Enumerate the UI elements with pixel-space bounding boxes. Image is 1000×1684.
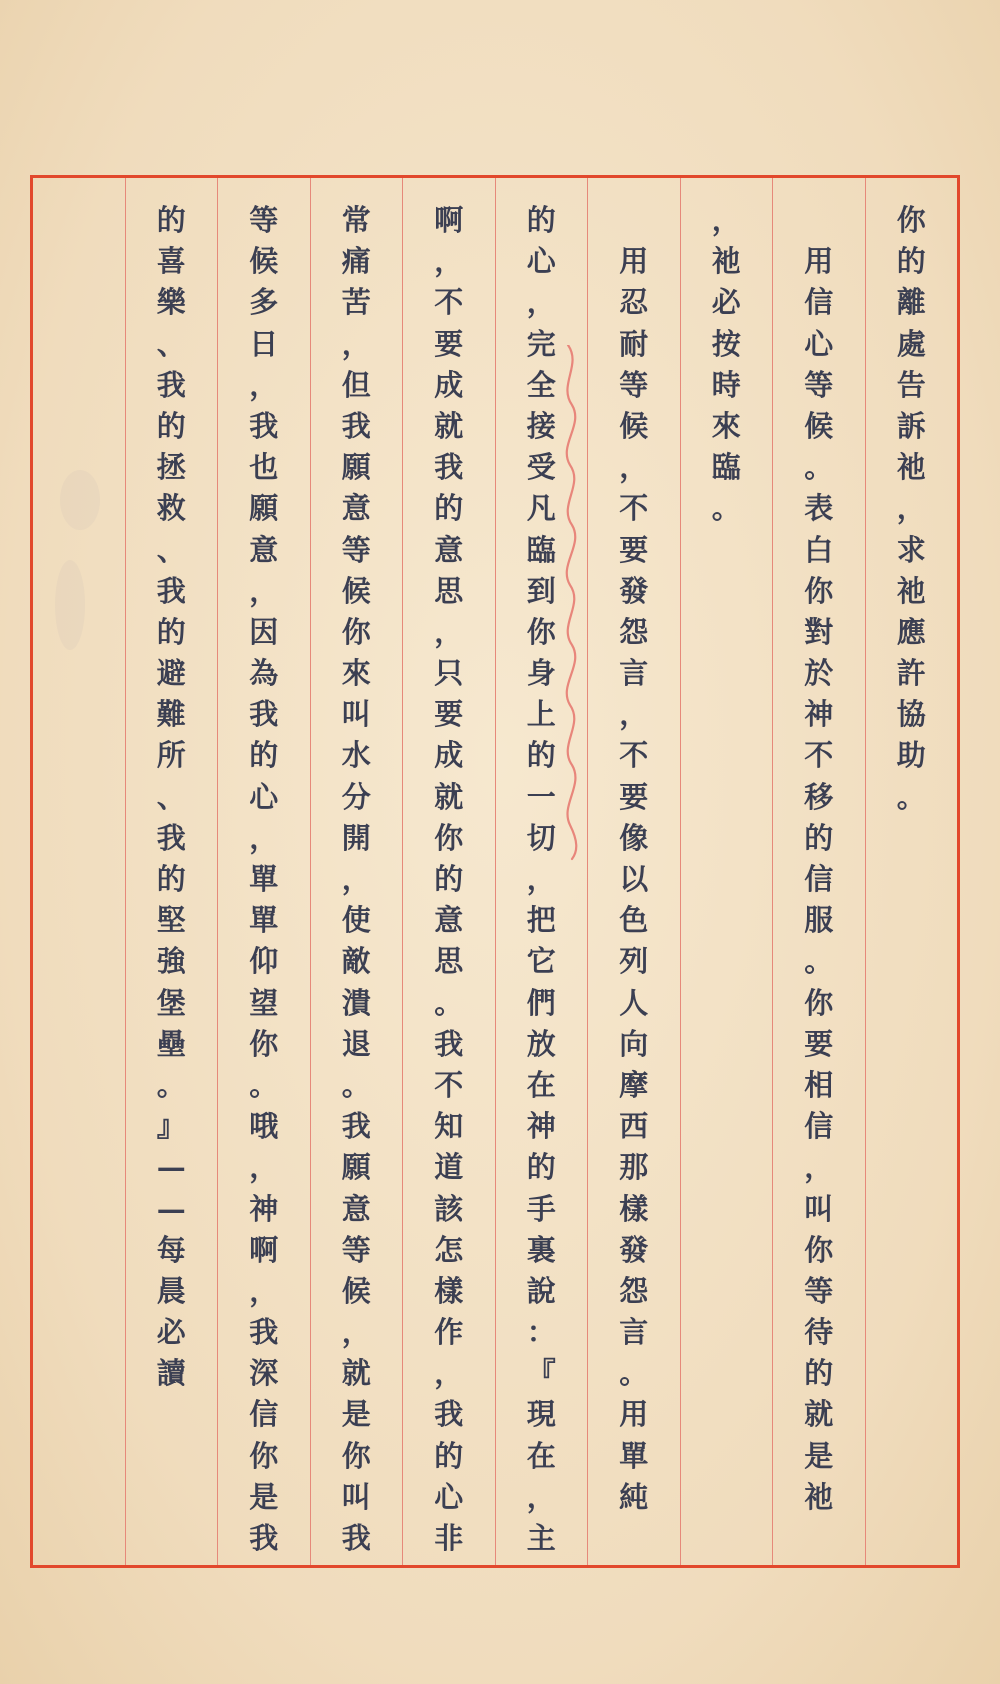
glyph: 身 [526, 656, 556, 691]
glyph: 所 [156, 738, 186, 773]
glyph [614, 200, 654, 241]
glyph: 待 [804, 1315, 834, 1350]
glyph: 是 [341, 1397, 371, 1432]
glyph: 時 [711, 367, 741, 402]
glyph: 堡 [156, 985, 186, 1020]
glyph: 你 [434, 820, 464, 855]
glyph: ， [434, 1356, 464, 1391]
glyph: 』 [156, 1109, 186, 1144]
column-text [336, 200, 376, 1559]
glyph: 表 [804, 491, 834, 526]
glyph: 告 [896, 367, 926, 402]
glyph: 求 [896, 532, 926, 567]
glyph: 對 [804, 614, 834, 649]
glyph: 壘 [156, 1026, 186, 1061]
glyph: 的 [156, 203, 186, 237]
glyph: 難 [156, 697, 186, 732]
glyph: 思 [434, 944, 464, 979]
glyph: 單 [249, 903, 279, 938]
text-column [680, 178, 773, 1565]
glyph: ， [434, 244, 464, 279]
glyph: 的 [156, 614, 186, 649]
glyph: 一 [526, 779, 556, 814]
glyph: ， [526, 862, 556, 896]
glyph: 信 [804, 862, 834, 896]
text-column [310, 178, 403, 1565]
glyph: 祂 [804, 1479, 834, 1514]
glyph: 純 [619, 1479, 649, 1514]
glyph: 神 [804, 697, 834, 732]
glyph: ， [804, 1150, 834, 1185]
glyph: 必 [711, 285, 741, 320]
glyph: 叫 [341, 1479, 371, 1514]
glyph: 要 [434, 326, 464, 361]
glyph: 不 [619, 738, 649, 773]
glyph: 怨 [619, 614, 649, 649]
glyph: 、 [156, 326, 186, 361]
glyph: 『 [526, 1356, 556, 1391]
glyph: 來 [341, 656, 371, 691]
glyph: 全 [526, 367, 556, 402]
column-text [151, 200, 191, 1394]
glyph: 。 [896, 779, 926, 814]
glyph: 救 [156, 491, 186, 526]
glyph: 離 [896, 285, 926, 320]
glyph: 。 [434, 985, 464, 1020]
glyph: 使 [341, 903, 371, 938]
glyph: 退 [341, 1026, 371, 1061]
glyph: 敵 [341, 944, 371, 979]
glyph: 我 [434, 1026, 464, 1061]
glyph: 的 [526, 203, 556, 237]
glyph: 像 [619, 820, 649, 855]
glyph: 手 [526, 1191, 556, 1226]
glyph: ， [341, 1315, 371, 1350]
glyph: 要 [434, 697, 464, 732]
glyph: 把 [526, 903, 556, 938]
glyph: 白 [804, 532, 834, 567]
glyph: 願 [249, 491, 279, 526]
glyph: 神 [249, 1191, 279, 1226]
glyph: ， [249, 1273, 279, 1308]
glyph: 日 [249, 326, 279, 361]
text-column [217, 178, 310, 1565]
glyph: 的 [804, 820, 834, 855]
glyph: 不 [619, 491, 649, 526]
glyph: 上 [526, 697, 556, 732]
text-column [402, 178, 495, 1565]
glyph: 言 [619, 656, 649, 691]
glyph: 意 [249, 532, 279, 567]
glyph: 訴 [896, 408, 926, 443]
glyph: 每 [156, 1232, 186, 1267]
glyph: 處 [896, 326, 926, 361]
glyph: ， [526, 285, 556, 320]
glyph: 等 [619, 367, 649, 402]
glyph: 按 [711, 326, 741, 361]
glyph: 分 [341, 779, 371, 814]
glyph: 在 [526, 1067, 556, 1102]
glyph: 單 [619, 1438, 649, 1473]
column-text [244, 200, 284, 1559]
glyph: 發 [619, 573, 649, 608]
glyph: 候 [619, 408, 649, 443]
glyph: 祂 [896, 450, 926, 485]
glyph: 你 [249, 1438, 279, 1473]
glyph: 叫 [341, 697, 371, 732]
glyph: 堅 [156, 903, 186, 938]
text-column [772, 178, 865, 1565]
glyph: 發 [619, 1232, 649, 1267]
glyph: 等 [341, 532, 371, 567]
glyph: 信 [804, 285, 834, 320]
column-text [799, 200, 839, 1518]
glyph: 受 [526, 450, 556, 485]
glyph: 。 [804, 944, 834, 979]
glyph: 我 [249, 1315, 279, 1350]
glyph: 我 [341, 1109, 371, 1144]
glyph: ， [249, 1150, 279, 1185]
glyph: 我 [156, 367, 186, 402]
glyph: 晨 [156, 1273, 186, 1308]
glyph: ， [249, 573, 279, 608]
glyph: 主 [526, 1521, 556, 1555]
glyph: 我 [249, 408, 279, 443]
glyph: 言 [619, 1315, 649, 1350]
glyph: 色 [619, 903, 649, 938]
glyph: 不 [804, 738, 834, 773]
glyph: 相 [804, 1067, 834, 1102]
glyph: 我 [156, 573, 186, 608]
glyph: 你 [804, 1232, 834, 1267]
glyph: ， [711, 203, 741, 237]
glyph: 你 [341, 1438, 371, 1473]
glyph: 要 [619, 779, 649, 814]
column-text [429, 200, 469, 1559]
glyph: 、 [156, 532, 186, 567]
glyph: 拯 [156, 450, 186, 485]
glyph: 願 [341, 450, 371, 485]
glyph: 成 [434, 367, 464, 402]
glyph: 樂 [156, 285, 186, 320]
glyph: 心 [526, 244, 556, 279]
glyph: 為 [249, 656, 279, 691]
glyph: ， [896, 491, 926, 526]
glyph: 因 [249, 614, 279, 649]
glyph: 在 [526, 1438, 556, 1473]
glyph: 你 [804, 985, 834, 1020]
glyph: 服 [804, 903, 834, 938]
glyph: 我 [156, 820, 186, 855]
glyph: 的 [434, 862, 464, 896]
glyph: 不 [434, 1067, 464, 1102]
glyph: 是 [804, 1438, 834, 1473]
glyph: 意 [434, 903, 464, 938]
glyph: 信 [249, 1397, 279, 1432]
glyph: 、 [156, 779, 186, 814]
text-column [125, 178, 218, 1565]
glyph: 仰 [249, 944, 279, 979]
glyph: 等 [804, 367, 834, 402]
column-text [706, 200, 746, 530]
glyph: 你 [249, 1026, 279, 1061]
glyph: 苦 [341, 285, 371, 320]
glyph: 臨 [711, 450, 741, 485]
glyph: 強 [156, 944, 186, 979]
glyph: 神 [526, 1109, 556, 1144]
glyph: 信 [804, 1109, 834, 1144]
glyph: 。 [619, 1356, 649, 1391]
glyph: 就 [804, 1397, 834, 1432]
glyph: 西 [619, 1109, 649, 1144]
glyph: ， [341, 326, 371, 361]
glyph: 深 [249, 1356, 279, 1391]
glyph: 願 [341, 1150, 371, 1185]
column-text [891, 200, 931, 818]
glyph: ， [341, 862, 371, 896]
glyph: 以 [619, 862, 649, 896]
glyph: 你 [804, 573, 834, 608]
glyph: 作 [434, 1315, 464, 1350]
glyph: 開 [341, 820, 371, 855]
glyph: 許 [896, 656, 926, 691]
glyph: ， [526, 1479, 556, 1514]
glyph: 水 [341, 738, 371, 773]
glyph [799, 200, 839, 241]
glyph: 必 [156, 1315, 186, 1350]
glyph: 讀 [156, 1356, 186, 1391]
glyph: 我 [434, 1397, 464, 1432]
glyph: 們 [526, 985, 556, 1020]
text-column [865, 178, 958, 1565]
glyph: 用 [619, 244, 649, 279]
glyph: 候 [341, 1273, 371, 1308]
glyph: 候 [804, 408, 834, 443]
glyph: 該 [434, 1191, 464, 1226]
glyph: 。 [341, 1067, 371, 1102]
glyph: 心 [434, 1479, 464, 1514]
glyph: ， [434, 614, 464, 649]
glyph: 就 [434, 408, 464, 443]
glyph: 它 [526, 944, 556, 979]
glyph: 潰 [341, 985, 371, 1020]
glyph: 樣 [619, 1191, 649, 1226]
glyph: 於 [804, 656, 834, 691]
glyph: 的 [156, 862, 186, 896]
glyph: 的 [526, 1150, 556, 1185]
glyph: 凡 [526, 491, 556, 526]
glyph: 臨 [526, 532, 556, 567]
glyph: 的 [526, 738, 556, 773]
glyph: 的 [804, 1356, 834, 1391]
glyph: 候 [249, 244, 279, 279]
glyph: 向 [619, 1026, 649, 1061]
glyph: 候 [341, 573, 371, 608]
glyph: 的 [434, 491, 464, 526]
glyph: 耐 [619, 326, 649, 361]
glyph: 多 [249, 285, 279, 320]
glyph: 就 [434, 779, 464, 814]
glyph: 但 [341, 367, 371, 402]
glyph: 意 [341, 1191, 371, 1226]
glyph: 的 [249, 738, 279, 773]
glyph: 知 [434, 1109, 464, 1144]
glyph: 道 [434, 1150, 464, 1185]
glyph: 喜 [156, 244, 186, 279]
glyph: 。 [804, 450, 834, 485]
glyph: 的 [434, 1438, 464, 1473]
glyph: 我 [249, 1521, 279, 1555]
glyph: 祂 [896, 573, 926, 608]
glyph: 等 [249, 203, 279, 237]
glyph: 協 [896, 697, 926, 732]
glyph: 切 [526, 820, 556, 855]
glyph: 你 [526, 614, 556, 649]
glyph: 成 [434, 738, 464, 773]
glyph: 。 [249, 1067, 279, 1102]
glyph: 等 [804, 1273, 834, 1308]
glyph: 用 [804, 244, 834, 279]
red-pencil-wavy-mark [556, 345, 586, 865]
glyph: 你 [341, 614, 371, 649]
glyph: ， [249, 367, 279, 402]
glyph: 啊 [249, 1232, 279, 1267]
glyph: 要 [804, 1026, 834, 1061]
glyph: 就 [341, 1356, 371, 1391]
glyph: 的 [156, 408, 186, 443]
glyph: 也 [249, 450, 279, 485]
glyph: 我 [249, 697, 279, 732]
glyph: 用 [619, 1397, 649, 1432]
glyph: 忍 [619, 285, 649, 320]
glyph: 樣 [434, 1273, 464, 1308]
glyph: 我 [341, 1521, 371, 1555]
glyph: 是 [249, 1479, 279, 1514]
glyph: 心 [249, 779, 279, 814]
glyph: 要 [619, 532, 649, 567]
glyph: ， [249, 820, 279, 855]
glyph: 常 [341, 203, 371, 237]
glyph: 望 [249, 985, 279, 1020]
glyph: 那 [619, 1150, 649, 1185]
glyph: 來 [711, 408, 741, 443]
glyph: 只 [434, 656, 464, 691]
glyph: 等 [341, 1232, 371, 1267]
glyph: 應 [896, 614, 926, 649]
glyph: 避 [156, 656, 186, 691]
glyph: 的 [896, 244, 926, 279]
glyph: 放 [526, 1026, 556, 1061]
glyph: 列 [619, 944, 649, 979]
glyph: 摩 [619, 1067, 649, 1102]
glyph: 接 [526, 408, 556, 443]
glyph: 現 [526, 1397, 556, 1432]
glyph: 啊 [434, 203, 464, 237]
manuscript-grid-frame [30, 175, 960, 1568]
column-text [614, 200, 654, 1518]
glyph: 痛 [341, 244, 371, 279]
glyph: 移 [804, 779, 834, 814]
text-column [33, 178, 125, 1565]
glyph: 完 [526, 326, 556, 361]
glyph: 裏 [526, 1232, 556, 1267]
glyph: ： [526, 1315, 556, 1350]
glyph: 思 [434, 573, 464, 608]
glyph: 到 [526, 573, 556, 608]
glyph: 。 [711, 491, 741, 526]
glyph: 意 [341, 491, 371, 526]
glyph: 助 [896, 738, 926, 773]
glyph: 單 [249, 862, 279, 896]
glyph: 怨 [619, 1273, 649, 1308]
glyph: ， [619, 697, 649, 732]
text-columns [33, 178, 957, 1565]
glyph: 祂 [711, 244, 741, 279]
text-column [587, 178, 680, 1565]
glyph: 心 [804, 326, 834, 361]
glyph: 人 [619, 985, 649, 1020]
glyph: 怎 [434, 1232, 464, 1267]
glyph: 意 [434, 532, 464, 567]
glyph: 你 [896, 203, 926, 237]
glyph: ， [619, 450, 649, 485]
glyph: 哦 [249, 1109, 279, 1144]
glyph: 非 [434, 1521, 464, 1555]
glyph: 不 [434, 285, 464, 320]
glyph: — [156, 1150, 186, 1185]
glyph: — [156, 1191, 186, 1226]
glyph: 叫 [804, 1191, 834, 1226]
glyph: 說 [526, 1273, 556, 1308]
glyph: 。 [156, 1067, 186, 1102]
glyph: 我 [434, 450, 464, 485]
glyph: 我 [341, 408, 371, 443]
